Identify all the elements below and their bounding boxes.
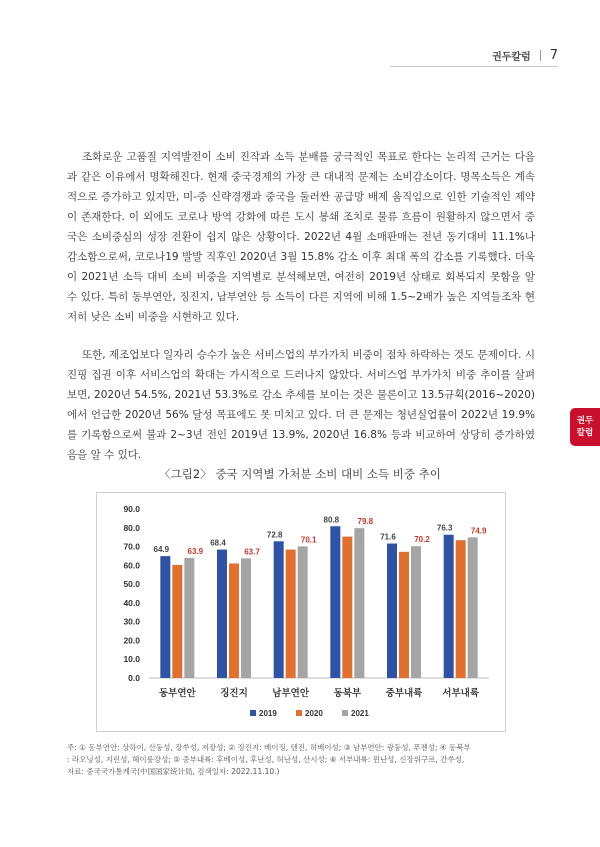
y-tick-label: 30.0 <box>123 616 140 627</box>
bar-2019 <box>217 550 227 678</box>
x-category-label: 동북부 <box>333 688 362 699</box>
data-label: 71.6 <box>380 532 396 542</box>
running-header <box>492 48 558 63</box>
bar-2019 <box>330 526 340 678</box>
data-label: 80.8 <box>323 515 340 525</box>
bar-2020 <box>172 565 182 678</box>
data-label: 70.2 <box>414 535 430 545</box>
header-rule <box>390 66 558 67</box>
bar-2019 <box>274 541 284 678</box>
bar-2021 <box>411 546 421 678</box>
x-category-label: 서부내륙 <box>442 688 480 699</box>
y-tick-label: 90.0 <box>123 504 140 514</box>
side-tab-line-1: 권두 <box>576 416 594 426</box>
y-tick-label: 50.0 <box>123 579 140 590</box>
data-label: 72.8 <box>266 530 283 540</box>
x-category-label: 동부연안 <box>158 688 196 699</box>
bar-2020 <box>286 550 296 678</box>
y-tick-label: 10.0 <box>123 654 140 665</box>
note-source: 자료: 중국국가통계국(中国国家统计局, 검색일자: 2022.11.10.) <box>67 767 280 776</box>
page-number: 7 <box>549 48 558 63</box>
y-tick-label: 60.0 <box>123 560 140 571</box>
data-label: 74.9 <box>470 526 487 536</box>
legend-swatch-2019 <box>250 710 256 716</box>
figure-title: 〈그림2〉 중국 지역별 가처분 소비 대비 소득 비중 추이 <box>159 467 441 481</box>
y-tick-label: 20.0 <box>123 635 140 646</box>
bar-2021 <box>184 558 194 678</box>
paragraph-1 <box>67 147 535 327</box>
bar-2019 <box>387 544 397 678</box>
bar-2020 <box>342 537 352 678</box>
bar-2020 <box>229 563 239 678</box>
bar-2019 <box>444 535 454 678</box>
legend-swatch-2021 <box>342 710 348 716</box>
data-label: 68.4 <box>210 538 226 548</box>
y-tick-label: 40.0 <box>123 597 140 608</box>
paragraph-1-text: 조화로운 고품질 지역발전이 소비 진작과 소득 분배를 궁극적인 목표로 한다는 논리적 근거는 다음과 같은 이유에서 명확해진다. 현재 중국경제의 가장 큰 대내적 문제는 소비감소이다. 명목소득은 계속적으로 증가하고 있지만, 미-중 신략경쟁과 중국을 둘러싼 공급망 배제 움직임으로 인한 기술적인 제약이 존재한다. 이 외에도 코로나 방역 강화에 따른 도시 봉쇄 조치로 물류 흐름이 원활하지 않으면서 중국은 소비중심의 성장 전환이 쉽지 않은 상황이다. 2022년 4월 소매판매는 전년 동기대비 11.1%나 감소함으로써, 코로나19 발발 직후인 2020년 3월 15.8% 감소 이후 최대 폭의 감소를 기록했다. 더욱이 2021년 소득 대비 소비 비중을 지역별로 분석해보면, 여전히 2019년 상태로 회복되지 못함을 알 수 있다. 특히 동부연안, 징진지, 남부연안 등 소득이 다른 지역에 비해 1.5~2배가 높은 지역들조차 현저히 낮은 소비 비중을 시현하고 있다. <box>67 151 535 323</box>
header-separator <box>540 50 541 61</box>
data-label: 79.8 <box>357 517 374 527</box>
section-side-tab <box>570 408 600 446</box>
legend-label: 2020 <box>305 709 323 718</box>
figure-notes <box>67 742 537 778</box>
paragraph-2-text: 또한, 제조업보다 일자리 승수가 높은 서비스업의 부가가치 비중이 점차 하락하는 것도 문제이다. 시진핑 집권 이후 서비스업의 확대는 가시적으로 드러나지 않았다. 서비스업 부가가치 비중 추이를 살펴보면, 2020년 54.5%, 2021년 53.3%로 감소 추세를 보이는 것은 물론이고 13.5규획(2016~2020)에서 언급한 2020년 56% 달성 목표에도 못 미치고 있다. 더 큰 문제는 청년실업률이 2022년 19.9%를 기록함으로써 불과 2~3년 전인 2019년 13.9%, 2020년 16.8% 등과 비교하여 상당히 증가하였음을 알 수 있다. <box>67 349 535 461</box>
x-category-label: 징진지 <box>220 688 248 699</box>
x-category-label: 중부내륙 <box>385 688 423 699</box>
bar-2021 <box>241 558 251 678</box>
bar-2020 <box>456 540 466 678</box>
bar-2019 <box>160 556 170 678</box>
y-tick-label: 80.0 <box>123 522 140 533</box>
side-tab-line-2: 칼럼 <box>576 428 594 438</box>
bar-2021 <box>468 537 478 678</box>
legend-label: 2021 <box>351 709 369 718</box>
data-label: 63.9 <box>187 547 204 557</box>
legend-swatch-2020 <box>296 710 302 716</box>
bar-2021 <box>354 528 364 678</box>
paragraph-2 <box>67 345 535 465</box>
bar-2020 <box>399 552 409 678</box>
note-line-1: 주: ① 동부연안: 상하이, 산둥성, 장쑤성, 저장성; ② 징진지: 베이징, 텐진, 허베이성; ③ 남부연안: 광둥성, 푸젠성; ④ 동북부 <box>67 743 471 752</box>
header-section-title: 권두칼럼 <box>492 52 531 63</box>
note-line-2: : 라오닝성, 지린성, 헤이룽장성; ⑤ 중부내륙: 후베이성, 후난성, 허난성, 산시성; ⑥ 서부내륙: 윈난성, 신장위구르, 간쑤성, <box>67 755 465 764</box>
y-tick-label: 0.0 <box>128 673 140 683</box>
data-label: 76.3 <box>436 523 453 533</box>
legend-label: 2019 <box>259 709 277 718</box>
data-label: 64.9 <box>153 545 170 555</box>
y-tick-label: 70.0 <box>123 541 140 552</box>
bar-2021 <box>298 546 308 678</box>
bar-chart <box>97 493 505 731</box>
bar-chart-frame <box>96 492 506 732</box>
data-label: 63.7 <box>244 547 260 557</box>
data-label: 70.1 <box>300 535 317 545</box>
x-category-label: 남부연안 <box>272 688 310 699</box>
